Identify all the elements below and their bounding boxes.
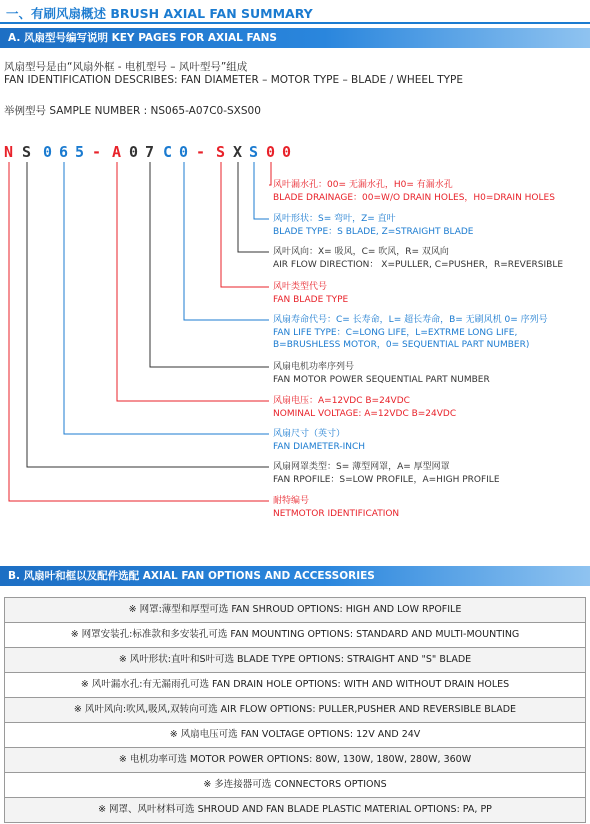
code-char: N — [4, 143, 14, 161]
annotation-title: 风叶风向：X= 吸风，C= 吹风，R= 双风向 — [273, 247, 449, 257]
annotation-detail: AIR FLOW DIRECTION： X=PULLER, C=PUSHER，R=REVERSIBLE — [273, 259, 564, 270]
code-char: - — [92, 143, 102, 161]
code-char: 0 — [179, 143, 189, 161]
code-char: 7 — [145, 143, 155, 161]
leader-line — [221, 162, 269, 287]
annotation-detail: BLADE DRAINAGE：00=W/O DRAIN HOLES，H0=DRAIN HOLES — [273, 192, 555, 203]
code-char: 0 — [266, 143, 276, 161]
annotation-detail: FAN BLADE TYPE — [273, 294, 349, 305]
annotation-detail: B=BRUSHLESS MOTOR，0= SEQUENTIAL PART NUMBER) — [273, 340, 530, 350]
code-char: 0 — [43, 143, 53, 161]
option-row: ※ 风叶漏水孔:有无漏雨孔可选 FAN DRAIN HOLE OPTIONS: WITH AND WITHOUT DRAIN HOLES — [5, 673, 585, 698]
option-row: ※ 电机功率可选 MOTOR POWER OPTIONS: 80W, 130W, 180W, 280W, 360W — [5, 748, 585, 773]
composition-line-en: FAN IDENTIFICATION DESCRIBES: FAN DIAMETER – MOTOR TYPE – BLADE / WHEEL TYPE — [4, 74, 463, 86]
annotation-detail: NETMOTOR IDENTIFICATION — [273, 508, 400, 519]
code-char: 0 — [129, 143, 139, 161]
annotation-title: 风扇电机功率序列号 — [273, 362, 355, 372]
annotation-title: 风扇尺寸（英寸） — [273, 429, 346, 439]
annotation-detail: BLADE TYPE：S BLADE, Z=STRAIGHT BLADE — [273, 226, 474, 237]
option-row: ※ 网罩:薄型和厚型可选 FAN SHROUD OPTIONS: HIGH AND LOW RPOFILE — [5, 598, 585, 623]
annotation-note — [273, 361, 490, 386]
leader-line — [269, 162, 271, 185]
leader-line — [184, 162, 269, 320]
code-char: C — [163, 143, 173, 161]
leader-line — [117, 162, 269, 401]
code-char: S — [249, 143, 259, 161]
annotation-title: 风叶类型代号 — [273, 282, 328, 292]
annotation-note — [273, 281, 348, 306]
option-row: ※ 风叶形状:直叶和S叶可选 BLADE TYPE OPTIONS: STRAIGHT AND "S" BLADE — [5, 648, 585, 673]
option-row: ※ 多连接器可选 CONNECTORS OPTIONS — [5, 773, 585, 798]
annotation-detail: FAN LIFE TYPE：C=LONG LIFE，L=EXTRME LONG LIFE, — [273, 327, 518, 338]
annotation-title: 风扇电压：A=12VDC B=24VDC — [273, 396, 410, 406]
code-char: X — [233, 143, 243, 161]
annotation-note — [273, 495, 399, 520]
annotation-title: 风叶漏水孔：00= 无漏水孔，H0= 有漏水孔 — [273, 180, 453, 190]
annotation-detail: FAN MOTOR POWER SEQUENTIAL PART NUMBER — [273, 374, 490, 385]
annotation-detail: FAN DIAMETER-INCH — [273, 441, 366, 452]
option-row: ※ 网罩、风叶材料可选 SHROUD AND FAN BLADE PLASTIC MATERIAL OPTIONS: PA, PP — [5, 798, 585, 823]
section-a-header: A. 风扇型号编写说明 KEY PAGES FOR AXIAL FANS — [0, 28, 590, 48]
annotation-note — [273, 213, 474, 238]
annotation-title: 风叶形状：S= 弯叶，Z= 直叶 — [273, 214, 396, 224]
annotation-note — [273, 428, 365, 453]
annotation-title: 风扇网罩类型：S= 薄型网罩，A= 厚型网罩 — [273, 462, 450, 472]
leader-line — [254, 162, 269, 219]
code-char: - — [196, 143, 206, 161]
option-row: ※ 风扇电压可选 FAN VOLTAGE OPTIONS: 12V AND 24V — [5, 723, 585, 748]
code-char: 6 — [59, 143, 69, 161]
options-table — [4, 597, 586, 823]
annotation-detail: NOMINAL VOLTAGE: A=12VDC B=24VDC — [273, 408, 457, 419]
annotation-note — [273, 314, 548, 352]
leader-line — [27, 162, 269, 467]
annotation-note — [273, 395, 456, 420]
sample-number: 举例型号 SAMPLE NUMBER : NS065-A07C0-SXS00 — [4, 105, 261, 117]
annotation-note — [273, 179, 555, 204]
leader-line — [9, 162, 269, 501]
leader-line — [150, 162, 269, 367]
annotation-title: 耐特编号 — [273, 496, 310, 506]
annotation-note — [273, 461, 500, 486]
page-title: 一、有刷风扇概述 BRUSH AXIAL FAN SUMMARY — [6, 6, 313, 21]
code-char: 5 — [75, 143, 85, 161]
annotation-detail: FAN RPOFILE：S=LOW PROFILE，A=HIGH PROFILE — [273, 474, 500, 485]
option-row: ※ 风叶风向:吹风,吸风,双转向可选 AIR FLOW OPTIONS: PULLER,PUSHER AND REVERSIBLE BLADE — [5, 698, 585, 723]
section-b-header: B. 风扇叶和框以及配件选配 AXIAL FAN OPTIONS AND ACCESSORIES — [0, 566, 590, 586]
composition-line-cn: 风扇型号是由“风扇外框 - 电机型号 – 风叶型号”组成 — [4, 61, 248, 73]
code-char: S — [22, 143, 32, 161]
annotation-title: 风扇寿命代号：C= 长寿命，L= 超长寿命，B= 无刷风机 0= 序列号 — [273, 315, 548, 325]
code-char: 0 — [282, 143, 292, 161]
code-char: A — [112, 143, 122, 161]
code-char: S — [216, 143, 226, 161]
annotation-note — [273, 246, 563, 271]
option-row: ※ 网罩安装孔:标准款和多安装孔可选 FAN MOUNTING OPTIONS: STANDARD AND MULTI-MOUNTING — [5, 623, 585, 648]
